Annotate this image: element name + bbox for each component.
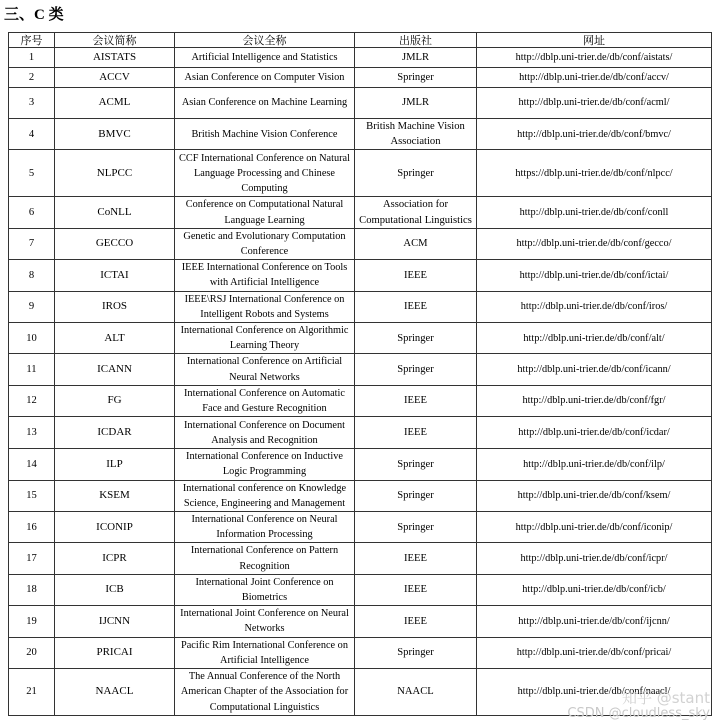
column-header-url: 网址 [477, 33, 712, 48]
table-row [9, 354, 712, 385]
table-row [9, 228, 712, 259]
conference-full-name: Genetic and Evolutionary Computation Conference [175, 228, 355, 259]
row-number: 17 [9, 543, 55, 574]
conference-abbreviation: NLPCC [55, 150, 175, 197]
conference-table [8, 32, 712, 716]
conference-url: http://dblp.uni-trier.de/db/conf/gecco/ [477, 228, 712, 259]
conference-abbreviation: ICANN [55, 354, 175, 385]
conference-url: http://dblp.uni-trier.de/db/conf/iconip/ [477, 512, 712, 543]
row-number: 19 [9, 606, 55, 637]
conference-abbreviation: GECCO [55, 228, 175, 259]
conference-url: http://dblp.uni-trier.de/db/conf/ilp/ [477, 449, 712, 480]
table-row [9, 512, 712, 543]
conference-publisher: Springer [355, 480, 477, 511]
conference-abbreviation: ICB [55, 574, 175, 605]
conference-publisher: IEEE [355, 417, 477, 449]
conference-abbreviation: ACML [55, 88, 175, 119]
conference-full-name: CCF International Conference on Natural Language Processing and Chinese Computing [175, 150, 355, 197]
conference-url: http://dblp.uni-trier.de/db/conf/aistats/ [477, 48, 712, 68]
table-row [9, 150, 712, 197]
conference-publisher: Springer [355, 354, 477, 385]
conference-url: http://dblp.uni-trier.de/db/conf/ictai/ [477, 260, 712, 291]
row-number: 3 [9, 88, 55, 119]
table-row [9, 385, 712, 416]
row-number: 10 [9, 323, 55, 354]
conference-abbreviation: ICPR [55, 543, 175, 574]
table-row [9, 197, 712, 228]
table-row [9, 480, 712, 511]
conference-publisher: JMLR [355, 88, 477, 119]
conference-publisher: Springer [355, 637, 477, 668]
conference-publisher: NAACL [355, 669, 477, 716]
row-number: 18 [9, 574, 55, 605]
row-number: 9 [9, 291, 55, 322]
conference-publisher: IEEE [355, 260, 477, 291]
conference-abbreviation: PRICAI [55, 637, 175, 668]
row-number: 11 [9, 354, 55, 385]
conference-publisher: IEEE [355, 606, 477, 637]
row-number: 20 [9, 637, 55, 668]
conference-abbreviation: ACCV [55, 68, 175, 88]
column-header-number: 序号 [9, 33, 55, 48]
table-row [9, 669, 712, 716]
row-number: 12 [9, 385, 55, 416]
table-row [9, 291, 712, 322]
conference-abbreviation: KSEM [55, 480, 175, 511]
table-row [9, 449, 712, 480]
conference-url: http://dblp.uni-trier.de/db/conf/alt/ [477, 323, 712, 354]
conference-url: http://dblp.uni-trier.de/db/conf/iros/ [477, 291, 712, 322]
conference-abbreviation: AISTATS [55, 48, 175, 68]
table-row [9, 68, 712, 88]
conference-abbreviation: CoNLL [55, 197, 175, 228]
conference-full-name: International Conference on Document Analysis and Recognition [175, 417, 355, 449]
conference-full-name: International Joint Conference on Biometrics [175, 574, 355, 605]
conference-full-name: British Machine Vision Conference [175, 119, 355, 150]
conference-abbreviation: ALT [55, 323, 175, 354]
conference-abbreviation: FG [55, 385, 175, 416]
watermark-csdn: CSDN @cloudless_sky [567, 706, 710, 721]
conference-publisher: Springer [355, 449, 477, 480]
column-header-publisher: 出版社 [355, 33, 477, 48]
table-row [9, 48, 712, 68]
conference-url: https://dblp.uni-trier.de/db/conf/nlpcc/ [477, 150, 712, 197]
conference-publisher: IEEE [355, 574, 477, 605]
conference-url: http://dblp.uni-trier.de/db/conf/naacl/ [477, 669, 712, 716]
conference-publisher: Springer [355, 68, 477, 88]
conference-url: http://dblp.uni-trier.de/db/conf/ijcnn/ [477, 606, 712, 637]
row-number: 2 [9, 68, 55, 88]
conference-full-name: Artificial Intelligence and Statistics [175, 48, 355, 68]
row-number: 16 [9, 512, 55, 543]
conference-url: http://dblp.uni-trier.de/db/conf/conll [477, 197, 712, 228]
table-row [9, 323, 712, 354]
conference-abbreviation: BMVC [55, 119, 175, 150]
conference-abbreviation: ILP [55, 449, 175, 480]
conference-publisher: JMLR [355, 48, 477, 68]
conference-url: http://dblp.uni-trier.de/db/conf/pricai/ [477, 637, 712, 668]
conference-abbreviation: ICONIP [55, 512, 175, 543]
table-row [9, 606, 712, 637]
conference-abbreviation: NAACL [55, 669, 175, 716]
column-header-abbr: 会议简称 [55, 33, 175, 48]
row-number: 1 [9, 48, 55, 68]
conference-url: http://dblp.uni-trier.de/db/conf/icb/ [477, 574, 712, 605]
conference-publisher: Springer [355, 150, 477, 197]
conference-abbreviation: IROS [55, 291, 175, 322]
conference-publisher: IEEE [355, 291, 477, 322]
row-number: 8 [9, 260, 55, 291]
row-number: 4 [9, 119, 55, 150]
conference-full-name: IEEE\RSJ International Conference on Intelligent Robots and Systems [175, 291, 355, 322]
conference-full-name: Asian Conference on Computer Vision [175, 68, 355, 88]
conference-publisher: IEEE [355, 385, 477, 416]
conference-publisher: IEEE [355, 543, 477, 574]
watermark-zhihu: 知乎 @stant [621, 689, 710, 707]
conference-full-name: Conference on Computational Natural Language Learning [175, 197, 355, 228]
conference-full-name: International Conference on Automatic Face and Gesture Recognition [175, 385, 355, 416]
row-number: 5 [9, 150, 55, 197]
row-number: 21 [9, 669, 55, 716]
conference-url: http://dblp.uni-trier.de/db/conf/icpr/ [477, 543, 712, 574]
conference-abbreviation: ICDAR [55, 417, 175, 449]
conference-full-name: International Joint Conference on Neural Networks [175, 606, 355, 637]
table-row [9, 543, 712, 574]
table-row [9, 119, 712, 150]
conference-url: http://dblp.uni-trier.de/db/conf/icdar/ [477, 417, 712, 449]
conference-abbreviation: ICTAI [55, 260, 175, 291]
row-number: 7 [9, 228, 55, 259]
section-heading: 三、C 类 [4, 7, 64, 23]
row-number: 15 [9, 480, 55, 511]
conference-full-name: International Conference on Inductive Logic Programming [175, 449, 355, 480]
conference-url: http://dblp.uni-trier.de/db/conf/ksem/ [477, 480, 712, 511]
conference-full-name: International Conference on Pattern Recognition [175, 543, 355, 574]
table-row [9, 417, 712, 449]
conference-url: http://dblp.uni-trier.de/db/conf/icann/ [477, 354, 712, 385]
conference-full-name: International conference on Knowledge Science, Engineering and Management [175, 480, 355, 511]
conference-publisher: British Machine Vision Association [355, 119, 477, 150]
conference-publisher: Association for Computational Linguistics [355, 197, 477, 228]
conference-full-name: The Annual Conference of the North American Chapter of the Association for Computational Linguistics [175, 669, 355, 716]
conference-abbreviation: IJCNN [55, 606, 175, 637]
row-number: 14 [9, 449, 55, 480]
conference-full-name: IEEE International Conference on Tools with Artificial Intelligence [175, 260, 355, 291]
column-header-fullname: 会议全称 [175, 33, 355, 48]
conference-full-name: Pacific Rim International Conference on Artificial Intelligence [175, 637, 355, 668]
conference-full-name: International Conference on Algorithmic Learning Theory [175, 323, 355, 354]
conference-publisher: Springer [355, 512, 477, 543]
conference-url: http://dblp.uni-trier.de/db/conf/accv/ [477, 68, 712, 88]
conference-full-name: International Conference on Neural Information Processing [175, 512, 355, 543]
conference-full-name: Asian Conference on Machine Learning [175, 88, 355, 119]
table-row [9, 88, 712, 119]
conference-url: http://dblp.uni-trier.de/db/conf/bmvc/ [477, 119, 712, 150]
conference-publisher: ACM [355, 228, 477, 259]
conference-url: http://dblp.uni-trier.de/db/conf/acml/ [477, 88, 712, 119]
table-row [9, 260, 712, 291]
conference-full-name: International Conference on Artificial Neural Networks [175, 354, 355, 385]
table-row [9, 637, 712, 668]
row-number: 6 [9, 197, 55, 228]
table-row [9, 574, 712, 605]
conference-publisher: Springer [355, 323, 477, 354]
table-header-row [9, 33, 712, 48]
conference-url: http://dblp.uni-trier.de/db/conf/fgr/ [477, 385, 712, 416]
row-number: 13 [9, 417, 55, 449]
